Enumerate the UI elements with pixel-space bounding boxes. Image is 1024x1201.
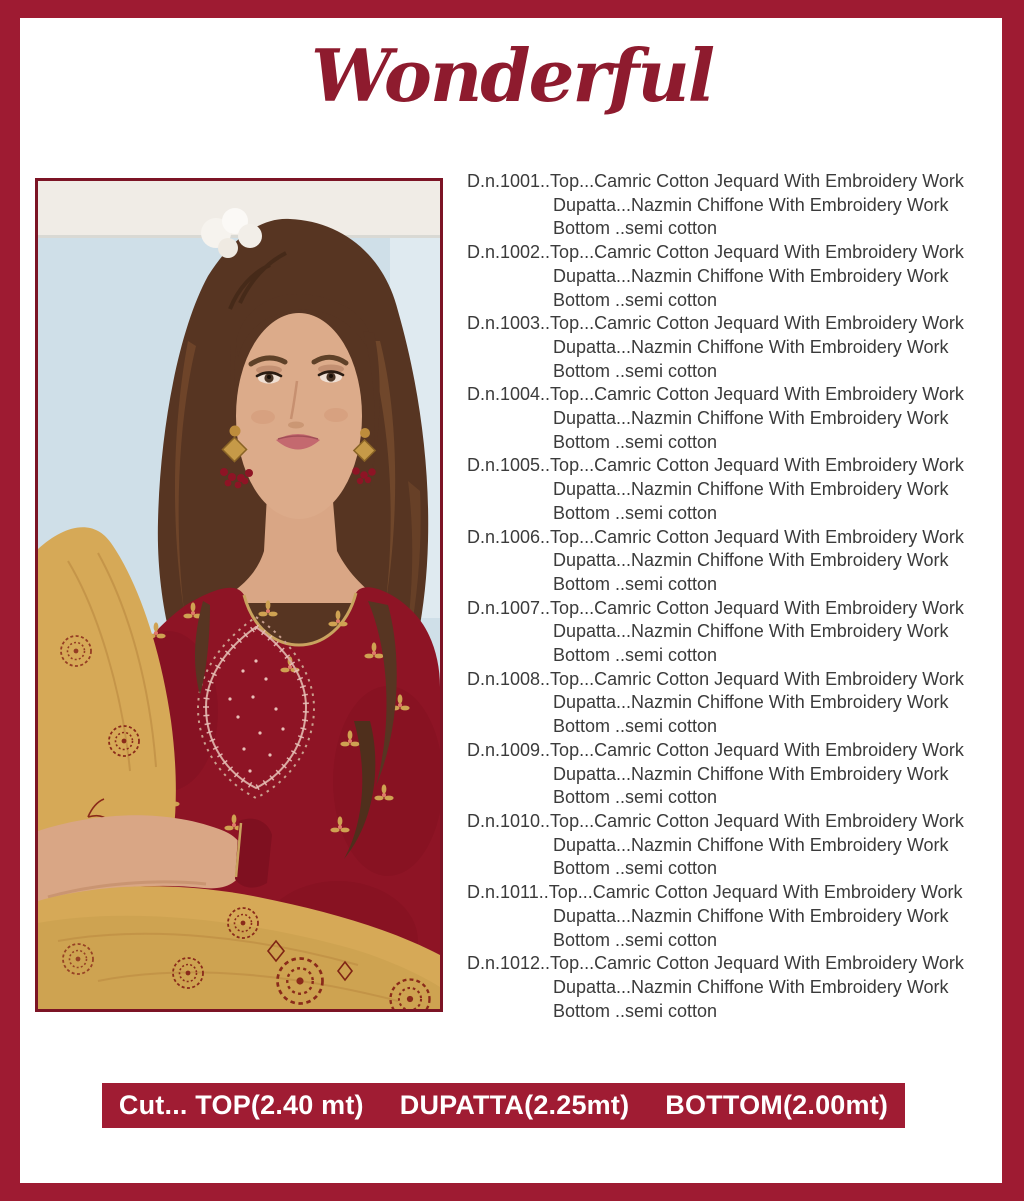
product-line-bottom: Bottom ..semi cotton: [553, 573, 718, 594]
product-line-bottom: Bottom ..semi cotton: [553, 289, 718, 310]
model-photo-illustration: [38, 181, 440, 1009]
product-line-bottom: Bottom ..semi cotton: [553, 502, 718, 523]
cut-bottom-segment: BOTTOM(2.00mt): [665, 1090, 889, 1120]
product-line-dupatta: Dupatta...Nazmin Chiffone With Embroidery Work: [553, 550, 949, 571]
product-line-dupatta: Dupatta...Nazmin Chiffone With Embroidery Work: [553, 479, 949, 500]
product-line-bottom: Bottom ..semi cotton: [553, 218, 718, 239]
product-entry: [467, 739, 995, 810]
product-line-bottom: Bottom ..semi cotton: [553, 360, 718, 381]
product-line-dupatta: Dupatta...Nazmin Chiffone With Embroidery Work: [553, 692, 949, 713]
fabric-cut-banner: [102, 1083, 905, 1128]
product-entry: [467, 312, 995, 383]
product-line-top: D.n.1006..Top...Camric Cotton Jequard With Embroidery Work: [467, 526, 964, 547]
product-entry: [467, 597, 995, 668]
product-line-top: D.n.1012..Top...Camric Cotton Jequard With Embroidery Work: [467, 953, 964, 974]
product-line-dupatta: Dupatta...Nazmin Chiffone With Embroidery Work: [553, 194, 949, 215]
product-line-top: D.n.1009..Top...Camric Cotton Jequard With Embroidery Work: [467, 739, 964, 760]
cut-top-segment: Cut... TOP(2.40 mt): [118, 1090, 364, 1120]
product-line-bottom: Bottom ..semi cotton: [553, 645, 718, 666]
product-line-dupatta: Dupatta...Nazmin Chiffone With Embroidery Work: [553, 265, 949, 286]
product-line-top: D.n.1003..Top...Camric Cotton Jequard With Embroidery Work: [467, 313, 964, 334]
product-line-top: D.n.1007..Top...Camric Cotton Jequard With Embroidery Work: [467, 597, 964, 618]
product-entry: [467, 810, 995, 881]
product-line-bottom: Bottom ..semi cotton: [553, 858, 718, 879]
product-entry: [467, 952, 995, 1023]
product-line-bottom: Bottom ..semi cotton: [553, 716, 718, 737]
product-line-dupatta: Dupatta...Nazmin Chiffone With Embroidery Work: [553, 905, 949, 926]
product-entry: [467, 526, 995, 597]
product-entry: [467, 170, 995, 241]
product-line-top: D.n.1001..Top...Camric Cotton Jequard With Embroidery Work: [467, 171, 964, 191]
product-line-dupatta: Dupatta...Nazmin Chiffone With Embroidery Work: [553, 976, 949, 997]
product-line-dupatta: Dupatta...Nazmin Chiffone With Embroidery Work: [553, 763, 949, 784]
product-line-bottom: Bottom ..semi cotton: [553, 431, 718, 452]
product-line-top: D.n.1010..Top...Camric Cotton Jequard With Embroidery Work: [467, 810, 964, 831]
product-line-bottom: Bottom ..semi cotton: [553, 1000, 718, 1021]
product-entry: [467, 454, 995, 525]
product-line-dupatta: Dupatta...Nazmin Chiffone With Embroidery Work: [553, 834, 949, 855]
product-line-top: D.n.1005..Top...Camric Cotton Jequard With Embroidery Work: [467, 455, 964, 476]
product-line-dupatta: Dupatta...Nazmin Chiffone With Embroidery Work: [553, 621, 949, 642]
product-entry: [467, 881, 995, 952]
product-entry: [467, 241, 995, 312]
product-line-top: D.n.1002..Top...Camric Cotton Jequard With Embroidery Work: [467, 242, 964, 263]
product-line-dupatta: Dupatta...Nazmin Chiffone With Embroidery Work: [553, 336, 949, 357]
product-line-top: D.n.1004..Top...Camric Cotton Jequard With Embroidery Work: [467, 384, 964, 405]
product-list: [467, 170, 995, 1023]
product-line-dupatta: Dupatta...Nazmin Chiffone With Embroidery Work: [553, 408, 949, 429]
brand-title: Wonderful: [310, 33, 714, 118]
cut-dupatta-segment: DUPATTA(2.25mt): [399, 1090, 630, 1120]
model-photo: [35, 178, 443, 1012]
product-entry: [467, 668, 995, 739]
product-line-top: D.n.1011..Top...Camric Cotton Jequard With Embroidery Work: [467, 882, 963, 903]
product-line-bottom: Bottom ..semi cotton: [553, 929, 718, 950]
product-line-top: D.n.1008..Top...Camric Cotton Jequard With Embroidery Work: [467, 668, 964, 689]
product-entry: [467, 383, 995, 454]
product-line-bottom: Bottom ..semi cotton: [553, 787, 718, 808]
